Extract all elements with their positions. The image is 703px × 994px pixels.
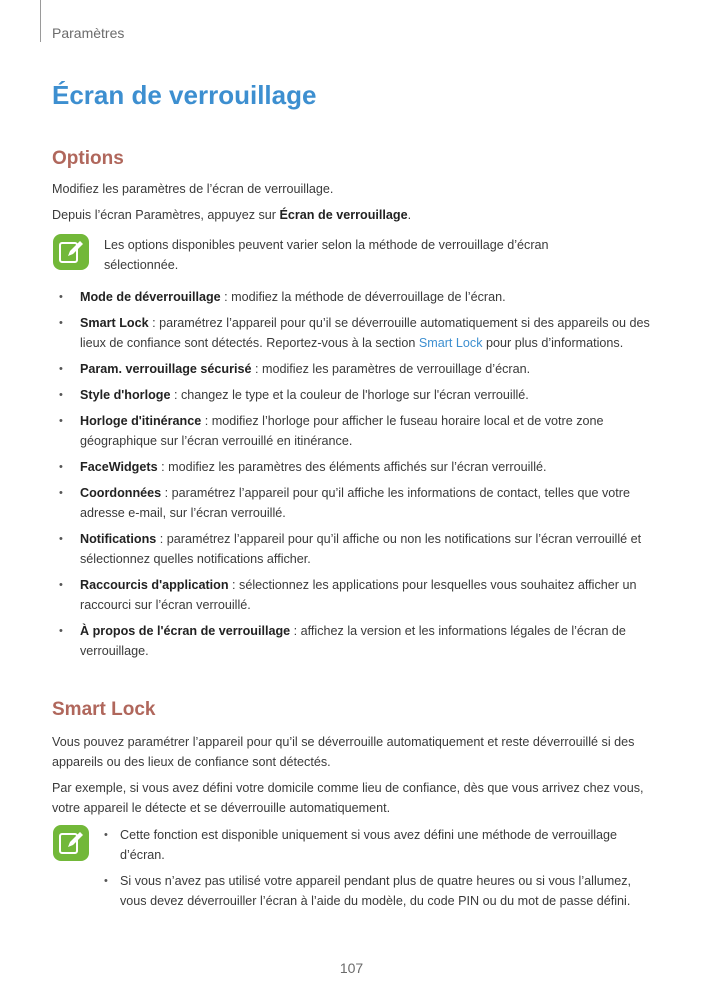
page-number: 107 (339, 960, 364, 976)
option-item (52, 385, 652, 405)
note-item: • Cette fonction est disponible uniquement si vous avez défini une méthode de verrouillage d’écran. (104, 825, 644, 865)
option-item (52, 621, 652, 661)
options-instruction (52, 205, 652, 225)
smart-lock-heading: Smart Lock (52, 699, 156, 720)
option-desc: : modifiez les paramètres des éléments affichés sur l’écran verrouillé. (157, 460, 547, 474)
option-item (52, 483, 652, 523)
option-desc-after: pour plus d’informations. (482, 336, 624, 350)
option-term: Style d'horloge (80, 388, 171, 402)
page-title: Écran de verrouillage (52, 80, 317, 110)
instruction-bold: Écran de verrouillage (279, 208, 408, 222)
option-item (52, 411, 652, 451)
option-item (52, 529, 652, 569)
option-term: À propos de l'écran de verrouillage (80, 624, 291, 638)
pencil-icon (58, 830, 84, 856)
option-term: Horloge d'itinérance (80, 414, 202, 428)
instruction-prefix: Depuis l’écran Paramètres, appuyez sur (52, 208, 280, 222)
option-item (52, 457, 652, 477)
options-note: Les options disponibles peuvent varier selon la méthode de verrouillage d’écran sélectionnée. (104, 238, 549, 272)
note-item: • Si vous n’avez pas utilisé votre appareil pendant plus de quatre heures ou si vous l’allumez, vous devez déverrouiller l’écran à l’aide du modèle, du code PIN ou du mot de passe défini. (104, 871, 644, 911)
pencil-icon (58, 239, 84, 265)
smart-lock-para2: Par exemple, si vous avez défini votre domicile comme lieu de confiance, dès que vous arrivez chez vous, votre appareil le détecte et se déverrouille automatiquement. (52, 781, 644, 815)
option-term: Mode de déverrouillage (80, 290, 221, 304)
option-desc: : paramétrez l’appareil pour qu’il se déverrouille automatiquement si des appareils ou des lieux de confiance sont détectés. Reportez-vous à la section (80, 316, 650, 350)
option-term: Coordonnées (80, 486, 162, 500)
option-desc: : modifiez l’horloge pour afficher le fuseau horaire local et de votre zone géographique sur l’écran verrouillé en itinérance. (80, 414, 604, 448)
note-pencil-icon (53, 825, 89, 861)
note-pencil-icon (53, 234, 89, 270)
option-term: Raccourcis d'application (80, 578, 229, 592)
option-term: FaceWidgets (80, 460, 158, 474)
header-section: Paramètres (52, 25, 125, 41)
options-list (52, 287, 652, 667)
option-term: Notifications (80, 532, 157, 546)
smart-lock-notes (104, 825, 644, 917)
option-item (52, 287, 652, 307)
option-term: Smart Lock (80, 316, 149, 330)
option-desc: : modifiez les paramètres de verrouillage d’écran. (251, 362, 531, 376)
option-item (52, 359, 652, 379)
option-desc: : paramétrez l’appareil pour qu’il affiche ou non les notifications sur l’écran verrouillé et sélectionnez quelles notifications afficher. (80, 532, 642, 566)
option-desc: : changez le type et la couleur de l'horloge sur l'écran verrouillé. (170, 388, 529, 402)
options-heading: Options (52, 148, 124, 169)
header-divider (40, 0, 41, 42)
option-desc: : sélectionnez les applications pour lesquelles vous souhaitez afficher un raccourci sur l’écran verrouillé. (80, 578, 637, 612)
options-intro: Modifiez les paramètres de l’écran de verrouillage. (52, 182, 334, 196)
smart-lock-para1: Vous pouvez paramétrer l’appareil pour qu’il se déverrouille automatiquement et reste déverrouillé si des appareils ou des lieux de confiance sont détectés. (52, 735, 635, 769)
option-desc: : modifiez la méthode de déverrouillage de l’écran. (220, 290, 506, 304)
instruction-suffix: . (407, 208, 412, 222)
option-item (52, 575, 652, 615)
option-desc: : affichez la version et les informations légales de l’écran de verrouillage. (80, 624, 626, 658)
option-term: Param. verrouillage sécurisé (80, 362, 252, 376)
smart-lock-link[interactable]: Smart Lock (418, 336, 483, 350)
option-item (52, 313, 652, 353)
option-desc: : paramétrez l’appareil pour qu’il affiche les informations de contact, telles que votre adresse e-mail, sur l’écran verrouillé. (80, 486, 630, 520)
